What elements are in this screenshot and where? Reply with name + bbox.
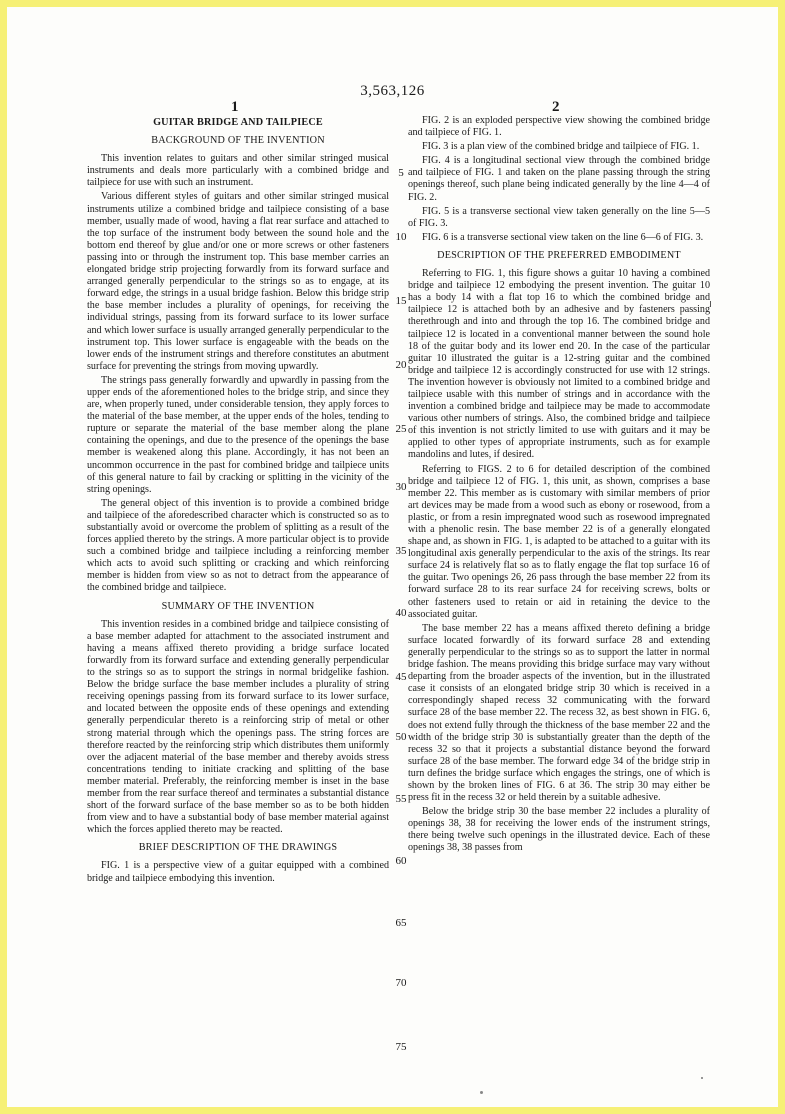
- paragraph: FIG. 6 is a transverse sectional view taken on the line 6—6 of FIG. 3.: [422, 231, 704, 243]
- line-number: 50: [395, 731, 407, 743]
- line-number: 70: [395, 977, 407, 989]
- line-number: 20: [395, 359, 407, 371]
- line-number: 45: [395, 671, 407, 683]
- section-heading: DESCRIPTION OF THE PREFERRED EMBODIMENT: [437, 249, 681, 261]
- left-text-column: [87, 115, 389, 887]
- paragraph: FIG. 5 is a transverse sectional view taken generally on the line 5—5 of FIG. 3.: [408, 205, 710, 229]
- line-number: 55: [395, 793, 407, 805]
- line-number: 30: [395, 481, 407, 493]
- column-number-left: 1: [231, 99, 239, 115]
- right-text-column: [408, 115, 710, 857]
- speck-mark: [480, 1091, 483, 1094]
- column-number-right: 2: [552, 99, 560, 115]
- section-heading: BACKGROUND OF THE INVENTION: [151, 135, 325, 147]
- paragraph: This invention relates to guitars and other similar stringed musical instruments and deals more particularly with a combined bridge and tailpiece for use with such an instrument.: [87, 153, 389, 189]
- paragraph: FIG. 2 is an exploded perspective view showing the combined bridge and tailpiece of FIG. 1.: [408, 115, 710, 139]
- speck-mark: [710, 301, 711, 307]
- line-number: 60: [395, 855, 407, 867]
- paragraph: This invention resides in a combined bridge and tailpiece consisting of a base member adapted for attachment to the associated instrument and having a means affixed thereto providing a bridge surface located forwardly from its forward surface and extending generally perpendicular to the strings so as to support the strings in normal bridgelike fashion. Below the bridge surface the base member includes a plurality of string receiving openings passing from its forward surface to its lower surface, and located between the opposite ends of these openings and extending generally perpendicular thereto is a reinforcing strip of metal or other strong material through which the openings pass. The string forces are therefore reacted by the reinforcing strip which distributes them uniformly over the adjacent material of the base member and thereby avoids stress concentrations tending to initiate cracking and splitting of the base member material. Preferably, the reinforcing member is inset in the base member from the rear surface thereof and terminates a substantial distance short of the forward surface of the base member so as to be both hidden from view and to have a substantial body of base member material against which the forces applied thereto may be reacted.: [87, 618, 389, 836]
- patent-page: [7, 7, 778, 1107]
- line-number: 15: [395, 295, 407, 307]
- speck-mark: [701, 1077, 703, 1079]
- patent-number: 3,563,126: [360, 83, 425, 99]
- paragraph: The strings pass generally forwardly and upwardly in passing from the upper ends of the aforementioned holes to the bridge strip, and since they are, when properly tuned, under considerable tension, they apply forces to the material of the base member, at the upper ends of the holes, tending to rupture or separate the material of the base member along the plane containing the openings, and due to the presence of the openings the base member is weakened along this plane. Accordingly, it has not been an uncommon occurrence in the past for combined bridge and tailpiece units of this general nature to fail by cracking or splitting in the vicinity of the string openings.: [87, 374, 389, 495]
- paragraph: FIG. 1 is a perspective view of a guitar equipped with a combined bridge and tailpiece embodying this invention.: [87, 860, 389, 884]
- line-number: 35: [395, 545, 407, 557]
- line-number: 25: [395, 423, 407, 435]
- paragraph: Below the bridge strip 30 the base member 22 includes a plurality of openings 38, 38 for receiving the lower ends of the instrument strings, there being twelve such openings in the illustrated device. Each of these openings 38, 38 passes from: [408, 806, 710, 854]
- line-number: 5: [398, 167, 404, 179]
- paragraph: Referring to FIGS. 2 to 6 for detailed description of the combined bridge and tailpiece 12 of FIG. 1, this unit, as shown, comprises a base member 22. This member as is customary with similar members of prior art devices may be made from a wood such as ebony or rosewood, from a plastic, or from a resin impregnated wood such as rosewood impregnated with a phenolic resin. The base member 22 is of a generally elongated shape and, as shown in FIG. 1, is adapted to be attached to a guitar with its longitudinal axis generally perpendicular to the axis of the strings. Its rear surface 24 is relatively flat so as to flatly engage the flat top surface 16 of the guitar. Two openings 26, 26 pass through the base member 22 from its forward surface 28 to its rear surface 24 for receiving screws, bolts or other fasteners used to retain or aid in retaining the device to the associated guitar.: [408, 463, 710, 620]
- line-number: 10: [395, 231, 407, 243]
- paragraph: The general object of this invention is to provide a combined bridge and tailpiece of the aforedescribed character which is constructed so as to substantially avoid or overcome the problem of splitting as a result of the forces applied thereto by the strings. A more particular object is to provide such a combined bridge and tailpiece including a reinforcing member which acts to avoid such splitting or cracking and which reinforcing member is hidden from view so as not to detract from the appearance of the combined bridge and tailpiece.: [87, 497, 389, 594]
- section-heading: BRIEF DESCRIPTION OF THE DRAWINGS: [138, 842, 338, 854]
- section-heading: GUITAR BRIDGE AND TAILPIECE: [153, 117, 323, 128]
- paragraph: FIG. 3 is a plan view of the combined bridge and tailpiece of FIG. 1.: [422, 141, 700, 153]
- paragraph: Various different styles of guitars and other similar stringed musical instruments utilize a combined bridge and tailpiece consisting of a base member, usually made of wood, having a flat rear surface and attached to the top surface of the instrument body between the sound hole and the bottom end thereof by glue and/or one or more screws or other fasteners passing into or through the instrument top. This base member carries an elongated bridge strip projecting forwardly from its forward surface and arranged generally perpendicular to the strings so as to engage, at its forward edge, the strings in a usual bridge fashion. Below this bridge strip the base member includes a plurality of openings, for receiving the individual strings, passing from its forward surface to its lower surface and which lower surface is usually arranged generally perpendicular to the instrument top. This lower surface is engageable with the beads on the lower ends of the instrument strings and therefore constitutes an abutment surface for preventing the strings from moving upwardly.: [87, 191, 389, 372]
- line-number: 65: [395, 917, 407, 929]
- paragraph: FIG. 4 is a longitudinal sectional view through the combined bridge and tailpiece of FIG. 1 and taken on the plane passing through the string openings thereof, such plane being indicated generally by the line 4—4 of FIG. 2.: [408, 155, 710, 203]
- paragraph: Referring to FIG. 1, this figure shows a guitar 10 having a combined bridge and tailpiece 12 embodying the present invention. The guitar 10 has a body 14 with a flat top 16 to which the combined bridge and tailpiece 12 is attached both by an adhesive and by fasteners passing therethrough and into and through the top 16. The combined bridge and tailpiece 12 is located in a conventional manner between the sound hole 18 of the guitar body and its lower end 20. In the case of the particular guitar 10 illustrated the guitar is a 12-string guitar and the combined bridge and tailpiece 12 is accordingly constructed for use with 12 strings. The invention however is obviously not limited to a combined bridge and tailpiece usable with this number of strings and in accordance with the invention a combined bridge and tailpiece may be made to accommodate various other numbers of strings. Also, the combined bridge and tailpiece of this invention is not strictly limited to use with guitars and it may be applied to other types of appropriate instruments, such as for example mandolins and lutes, if desired.: [408, 268, 710, 461]
- paragraph: The base member 22 has a means affixed thereto defining a bridge surface located forwardly of its forward surface 28 and extending generally perpendicular to the strings so as to support the latter in normal bridge fashion. The means providing this bridge surface may vary without departing from the broader aspects of the invention, but in the illustrated case it consists of an elongated bridge strip 30 which is received in a correspondingly shaped recess 32 communicating with the forward surface 28 of the base member 22. The recess 32, as best shown in FIG. 6, does not extend fully through the thickness of the base member 22 and the width of the bridge strip 30 is substantially greater than the depth of the recess 32 so that it projects a substantial distance beyond the forward surface 28 of the base member. The forward edge 34 of the bridge strip in turn defines the bridge surface which engages the strings, one of which is shown by the broken lines of FIG. 6 at 36. The strip 30 may either be press fit in the recess 32 or held therein by a suitable adhesive.: [408, 622, 710, 804]
- line-number: 75: [395, 1041, 407, 1053]
- section-heading: SUMMARY OF THE INVENTION: [161, 600, 315, 612]
- line-number: 40: [395, 607, 407, 619]
